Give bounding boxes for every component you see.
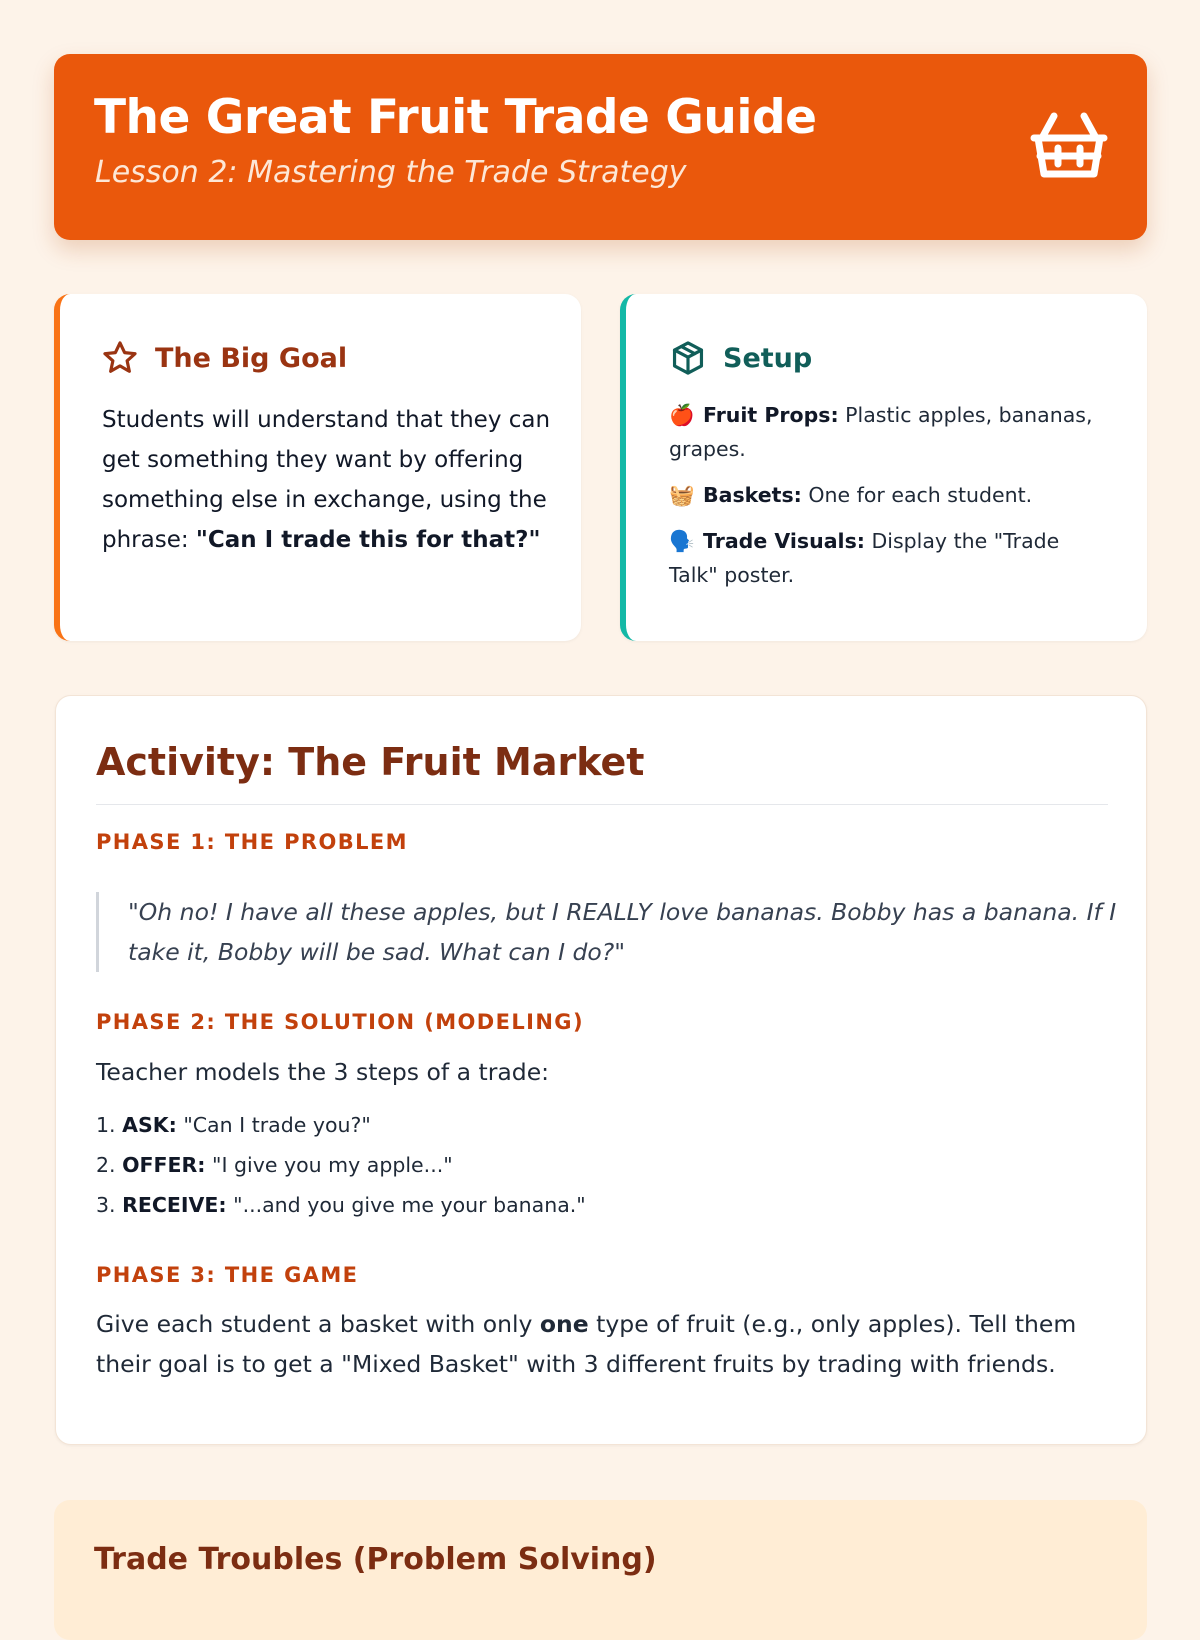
setup-item-text: Display the "Trade Talk" poster. xyxy=(669,529,1060,587)
trade-troubles-title: Trade Troubles (Problem Solving) xyxy=(94,1542,657,1577)
goal-text: Students will understand that they can get something they want by offering something else in exchange, using the phrase: xyxy=(102,407,551,553)
setup-card xyxy=(620,294,1147,641)
trade-step xyxy=(96,1105,586,1145)
trade-steps-list xyxy=(96,1105,586,1225)
step-text: "Can I trade you?" xyxy=(176,1113,371,1137)
phase-2-intro: Teacher models the 3 steps of a trade: xyxy=(96,1058,550,1086)
setup-item xyxy=(669,398,1109,466)
phase-3-emphasis: one xyxy=(539,1310,589,1338)
phase-3-text: type of fruit (e.g., only apples). Tell them their goal is to get a "Mixed Basket" with 3 different fruits by trading with friends. xyxy=(96,1310,1077,1378)
phase-3-label: PHASE 3: THE GAME xyxy=(96,1263,359,1287)
setup-heading xyxy=(669,339,812,377)
setup-item-text: Plastic apples, bananas, grapes. xyxy=(669,403,1093,461)
activity-card xyxy=(55,695,1147,1445)
basket-icon xyxy=(1030,112,1108,182)
big-goal-heading-text: The Big Goal xyxy=(155,342,348,374)
page-title: The Great Fruit Trade Guide xyxy=(94,90,817,145)
step-text: "I give you my apple..." xyxy=(205,1153,453,1177)
step-number: 1. xyxy=(96,1113,123,1137)
step-label: RECEIVE: xyxy=(122,1193,227,1217)
step-label: ASK: xyxy=(122,1113,177,1137)
phase-1-quote: "Oh no! I have all these apples, but I REALLY love bananas. Bobby has a banana. If I take it, Bobby will be sad. What can I do?" xyxy=(96,892,1128,972)
box-icon xyxy=(669,339,707,377)
phase-2-label: PHASE 2: THE SOLUTION (MODELING) xyxy=(96,1010,584,1034)
step-number: 2. xyxy=(96,1153,123,1177)
setup-item-text: One for each student. xyxy=(801,483,1033,507)
big-goal-card xyxy=(54,294,581,641)
setup-heading-text: Setup xyxy=(723,342,813,374)
setup-list xyxy=(669,398,1109,604)
step-number: 3. xyxy=(96,1193,123,1217)
header-banner xyxy=(54,54,1147,240)
trade-troubles-section xyxy=(54,1500,1147,1640)
step-text: "...and you give me your banana." xyxy=(226,1193,586,1217)
activity-title: Activity: The Fruit Market xyxy=(96,740,645,784)
phase-1-label: PHASE 1: THE PROBLEM xyxy=(96,830,408,854)
lesson-subtitle: Lesson 2: Mastering the Trade Strategy xyxy=(95,155,687,190)
setup-item-label: Trade Visuals: xyxy=(703,529,865,553)
goal-phrase: "Can I trade this for that?" xyxy=(195,527,541,553)
big-goal-heading xyxy=(101,339,347,377)
setup-item-label: Fruit Props: xyxy=(703,403,839,427)
setup-item-label: Baskets: xyxy=(703,483,802,507)
basket-emoji-icon: 🧺 xyxy=(669,483,695,507)
trade-step xyxy=(96,1185,586,1225)
setup-item xyxy=(669,524,1109,592)
phase-3-description xyxy=(96,1304,1096,1384)
setup-item xyxy=(669,478,1109,512)
trade-step xyxy=(96,1145,586,1185)
big-goal-description xyxy=(102,400,552,560)
apple-icon: 🍎 xyxy=(669,403,695,427)
speaking-head-icon: 🗣️ xyxy=(669,529,695,553)
star-icon xyxy=(101,339,139,377)
step-label: OFFER: xyxy=(122,1153,206,1177)
divider xyxy=(96,804,1108,805)
phase-3-text: Give each student a basket with only xyxy=(96,1310,540,1338)
